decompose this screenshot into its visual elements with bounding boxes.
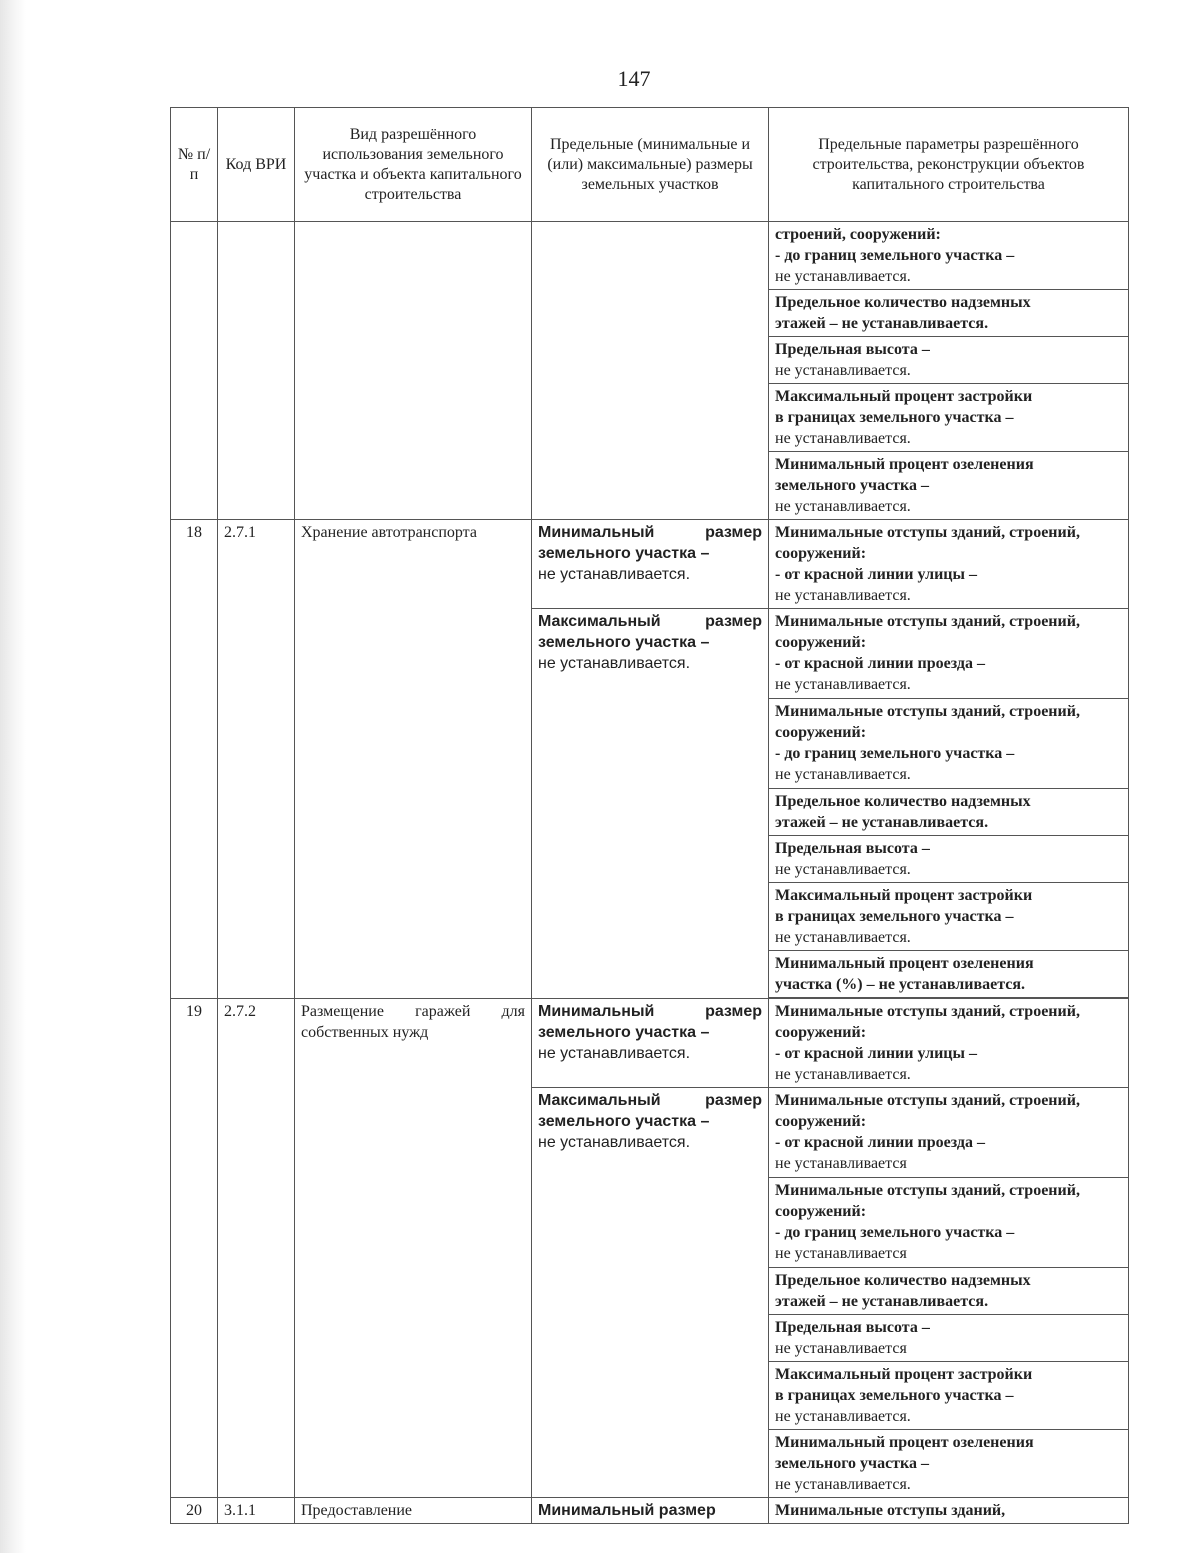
cont-sizes bbox=[532, 222, 769, 520]
param-line: земельного участка – bbox=[775, 477, 930, 494]
param-line: не устанавливается. bbox=[775, 362, 911, 379]
param-line: Предельное количество надземных bbox=[775, 793, 1031, 810]
row-number: 19 bbox=[171, 999, 218, 1498]
param-line: этажей – не устанавливается. bbox=[775, 315, 989, 332]
param-line: Минимальный процент озеленения bbox=[775, 955, 1034, 972]
cont-type bbox=[295, 222, 532, 520]
param-line: Предельное количество надземных bbox=[775, 1272, 1031, 1289]
size-cell bbox=[532, 520, 769, 609]
param-line: не устанавливается. bbox=[775, 766, 911, 783]
param-line: не устанавливается. bbox=[775, 1408, 911, 1425]
param-cell bbox=[769, 999, 1129, 1088]
table-row bbox=[171, 1498, 1129, 1524]
param-line: Предельная высота – bbox=[775, 840, 930, 857]
param-line: Минимальный процент озеленения bbox=[775, 456, 1034, 473]
param-line: не устанавливается. bbox=[775, 498, 911, 515]
row-type: Размещение гаражей для собственных нужд bbox=[295, 999, 532, 1498]
param-line: не устанавливается. bbox=[775, 430, 911, 447]
size-line: Минимальный размер земельного участка – bbox=[538, 524, 762, 562]
param-line: Минимальные отступы зданий, строений, сооружений: bbox=[775, 613, 1080, 651]
param-line: - до границ земельного участка – bbox=[775, 247, 1015, 264]
param-line: - от красной линии улицы – bbox=[775, 1045, 977, 1062]
param-line: не устанавливается. bbox=[775, 861, 911, 878]
param-line: Минимальные отступы зданий, строений, сооружений: bbox=[775, 703, 1080, 741]
page-number: 147 bbox=[617, 66, 651, 91]
param-line: этажей – не устанавливается. bbox=[775, 1293, 989, 1310]
param-line: Максимальный процент застройки bbox=[775, 887, 1033, 904]
param-line: не устанавливается bbox=[775, 1245, 907, 1262]
param-line: в границах земельного участка – bbox=[775, 1387, 1014, 1404]
param-line: Максимальный процент застройки bbox=[775, 388, 1033, 405]
param-cell bbox=[769, 883, 1129, 951]
param-cell bbox=[769, 1362, 1129, 1430]
row-number: 18 bbox=[171, 520, 218, 999]
regulations-table bbox=[170, 107, 1129, 1524]
size-cell bbox=[532, 609, 769, 999]
size-cell bbox=[532, 1088, 769, 1498]
size-cell: Минимальный размер bbox=[532, 1498, 769, 1524]
size-line: не устанавливается. bbox=[538, 1134, 691, 1151]
param-line: в границах земельного участка – bbox=[775, 409, 1014, 426]
param-cell bbox=[769, 452, 1129, 520]
size-line: не устанавливается. bbox=[538, 566, 691, 583]
param-line: не устанавливается bbox=[775, 1340, 907, 1357]
param-cell bbox=[769, 951, 1129, 998]
param-line: Минимальный процент озеленения bbox=[775, 1434, 1034, 1451]
size-line: не устанавливается. bbox=[538, 1045, 691, 1062]
param-cell bbox=[769, 1430, 1129, 1498]
size-line: Максимальный размер земельного участка – bbox=[538, 1092, 762, 1130]
param-cell bbox=[769, 290, 1129, 337]
param-line: не устанавливается bbox=[775, 1155, 907, 1172]
param-line: Предельная высота – bbox=[775, 1319, 930, 1336]
param-cell bbox=[769, 1178, 1129, 1268]
param-line: - от красной линии проезда – bbox=[775, 1134, 985, 1151]
param-cell bbox=[769, 337, 1129, 384]
param-cell bbox=[769, 1315, 1129, 1362]
header-params: Предельные параметры разрешённого строительства, реконструкции объектов капитального строительства bbox=[769, 108, 1129, 222]
size-line: не устанавливается. bbox=[538, 655, 691, 672]
table-row bbox=[171, 222, 1129, 290]
param-line: Минимальные отступы зданий, строений, сооружений: bbox=[775, 524, 1080, 562]
param-line: - от красной линии проезда – bbox=[775, 655, 985, 672]
table-row bbox=[171, 520, 1129, 609]
param-cell bbox=[769, 1088, 1129, 1178]
param-line: - от красной линии улицы – bbox=[775, 566, 977, 583]
param-line: участка (%) – не устанавливается. bbox=[775, 976, 1025, 993]
cont-code bbox=[218, 222, 295, 520]
param-line: не устанавливается. bbox=[775, 587, 911, 604]
param-line: Минимальные отступы зданий, строений, сооружений: bbox=[775, 1003, 1080, 1041]
param-line: земельного участка – bbox=[775, 1455, 930, 1472]
param-line: этажей – не устанавливается. bbox=[775, 814, 989, 831]
row-code: 3.1.1 bbox=[218, 1498, 295, 1524]
param-line: не устанавливается. bbox=[775, 676, 911, 693]
param-line: не устанавливается. bbox=[775, 268, 911, 285]
param-line: - до границ земельного участка – bbox=[775, 1224, 1015, 1241]
param-line: - до границ земельного участка – bbox=[775, 745, 1015, 762]
scan-edge bbox=[0, 0, 26, 1553]
param-cell bbox=[769, 520, 1129, 609]
size-line: Максимальный размер земельного участка – bbox=[538, 613, 762, 651]
table-row bbox=[171, 999, 1129, 1088]
param-cell bbox=[769, 1268, 1129, 1315]
header-num: № п/п bbox=[171, 108, 218, 222]
header-sizes: Предельные (минимальные и (или) максимальные) размеры земельных участков bbox=[532, 108, 769, 222]
header-code: Код ВРИ bbox=[218, 108, 295, 222]
param-line: Минимальные отступы зданий, строений, сооружений: bbox=[775, 1092, 1080, 1130]
param-line: строений, сооружений: bbox=[775, 226, 941, 243]
param-cell: Минимальные отступы зданий, bbox=[769, 1498, 1129, 1524]
param-line: Предельная высота – bbox=[775, 341, 930, 358]
param-line: Максимальный процент застройки bbox=[775, 1366, 1033, 1383]
param-cell bbox=[769, 609, 1129, 699]
param-cell bbox=[769, 384, 1129, 452]
size-line: Минимальный размер земельного участка – bbox=[538, 1003, 762, 1041]
param-line: не устанавливается. bbox=[775, 929, 911, 946]
param-cell bbox=[769, 699, 1129, 789]
row-code: 2.7.2 bbox=[218, 999, 295, 1498]
param-cell bbox=[769, 836, 1129, 883]
row-number: 20 bbox=[171, 1498, 218, 1524]
table-header-row bbox=[171, 108, 1129, 222]
row-type: Предоставление bbox=[295, 1498, 532, 1524]
param-line: не устанавливается. bbox=[775, 1476, 911, 1493]
param-line: Предельное количество надземных bbox=[775, 294, 1031, 311]
param-line: Минимальные отступы зданий, строений, сооружений: bbox=[775, 1182, 1080, 1220]
header-type: Вид разрешённого использования земельного участка и объекта капитального строительства bbox=[295, 108, 532, 222]
param-line: не устанавливается. bbox=[775, 1066, 911, 1083]
param-cell bbox=[769, 222, 1129, 290]
size-cell bbox=[532, 999, 769, 1088]
row-code: 2.7.1 bbox=[218, 520, 295, 999]
row-type: Хранение автотранспорта bbox=[295, 520, 532, 999]
cont-num bbox=[171, 222, 218, 520]
param-cell bbox=[769, 789, 1129, 836]
param-line: в границах земельного участка – bbox=[775, 908, 1014, 925]
